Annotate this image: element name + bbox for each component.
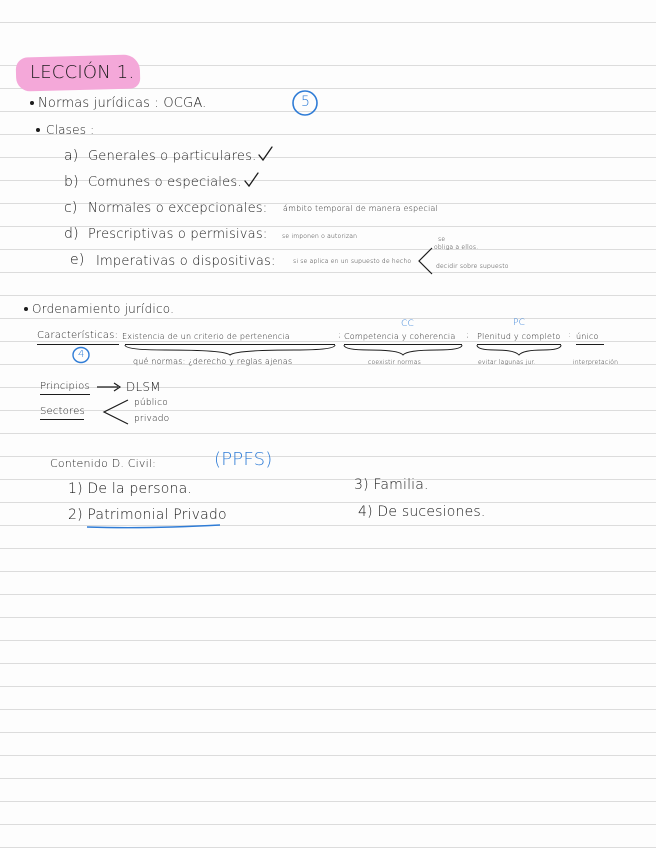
highlight-underline	[86, 522, 222, 530]
clase-text-b: Comunes o especiales.	[88, 175, 242, 190]
bullet	[30, 101, 34, 105]
cc-label: CC	[401, 319, 414, 329]
contenido-code: (PPFS)	[214, 449, 273, 470]
contenido-item-1: 1) De la persona.	[68, 481, 192, 497]
normas-label: Normas jurídicas : OCGA.	[38, 96, 207, 111]
branch-brace-icon	[100, 398, 130, 428]
caracteristica-3: Plenitud y completo	[477, 332, 561, 341]
principios-label: Principios	[40, 381, 90, 392]
colon: :	[568, 330, 571, 339]
clase-note-d: se imponen o autorizan	[282, 233, 358, 240]
clase-text-e: Imperativas o dispositivas:	[96, 254, 276, 269]
bullet	[24, 307, 28, 311]
contenido-item-2: 2) Patrimonial Privado	[68, 507, 227, 523]
sub-note-2: coexistir normas	[368, 359, 421, 366]
branch-brace-icon	[416, 246, 434, 276]
branch-top: obliga a ellos.	[434, 244, 479, 251]
clase-marker-a: a)	[64, 148, 79, 164]
clase-marker-b: b)	[64, 174, 79, 190]
brace-icon	[344, 344, 462, 356]
clase-text-a: Generales o particulares.	[88, 149, 257, 164]
brace-icon	[477, 344, 561, 356]
sector-publico: público	[134, 398, 168, 408]
sub-note-4: interpretación	[573, 359, 619, 366]
checkmark-icon	[258, 146, 274, 162]
sub-note-1: qué normas: ¿derecho y reglas ajenas	[133, 357, 293, 366]
checkmark-icon	[244, 172, 260, 188]
caracteristica-1: Existencia de un criterio de pertenencia	[122, 332, 290, 341]
semicolon-2: ;	[466, 330, 469, 339]
branch-bottom: decidir sobre supuesto	[436, 263, 509, 270]
bullet	[36, 128, 40, 132]
clase-marker-d: d)	[64, 226, 79, 242]
brace-icon	[125, 344, 335, 356]
sub-note-3: evitar lagunas jur.	[478, 359, 536, 366]
underline	[37, 344, 119, 345]
contenido-item-4: 4) De sucesiones.	[358, 504, 486, 520]
caracteristica-2: Competencia y coherencia	[344, 332, 456, 341]
underline	[40, 419, 84, 420]
underline	[576, 344, 604, 345]
sector-privado: privado	[134, 414, 170, 424]
clases-label: Clases :	[46, 123, 95, 137]
pc-label: PC	[513, 318, 526, 328]
contenido-label: Contenido D. Civil:	[50, 457, 157, 470]
clase-note-c: ámbito temporal de manera especial	[283, 204, 438, 213]
ordenamiento-label: Ordenamiento jurídico.	[32, 302, 175, 316]
arrow-right-icon	[96, 382, 124, 392]
principios-value: DLSM	[126, 380, 161, 394]
caracteristica-4: único	[576, 332, 599, 341]
underline	[40, 394, 90, 395]
clase-note-e: si se aplica en un supuesto de hecho	[293, 258, 412, 265]
count-badge: 4	[78, 349, 85, 360]
sectores-label: Sectores	[40, 406, 85, 417]
semicolon-1: ;	[338, 330, 341, 339]
branch-small: se	[438, 236, 446, 243]
page-title: LECCIÓN 1.	[30, 62, 135, 83]
clase-marker-c: c)	[64, 200, 78, 216]
normas-badge: 5	[301, 94, 311, 110]
caracteristicas-label: Características:	[37, 330, 119, 341]
contenido-item-3: 3) Familia.	[354, 477, 429, 493]
clase-marker-e: e)	[70, 252, 85, 268]
clase-text-c: Normales o excepcionales:	[88, 201, 268, 216]
clase-text-d: Prescriptivas o permisivas:	[88, 227, 268, 242]
